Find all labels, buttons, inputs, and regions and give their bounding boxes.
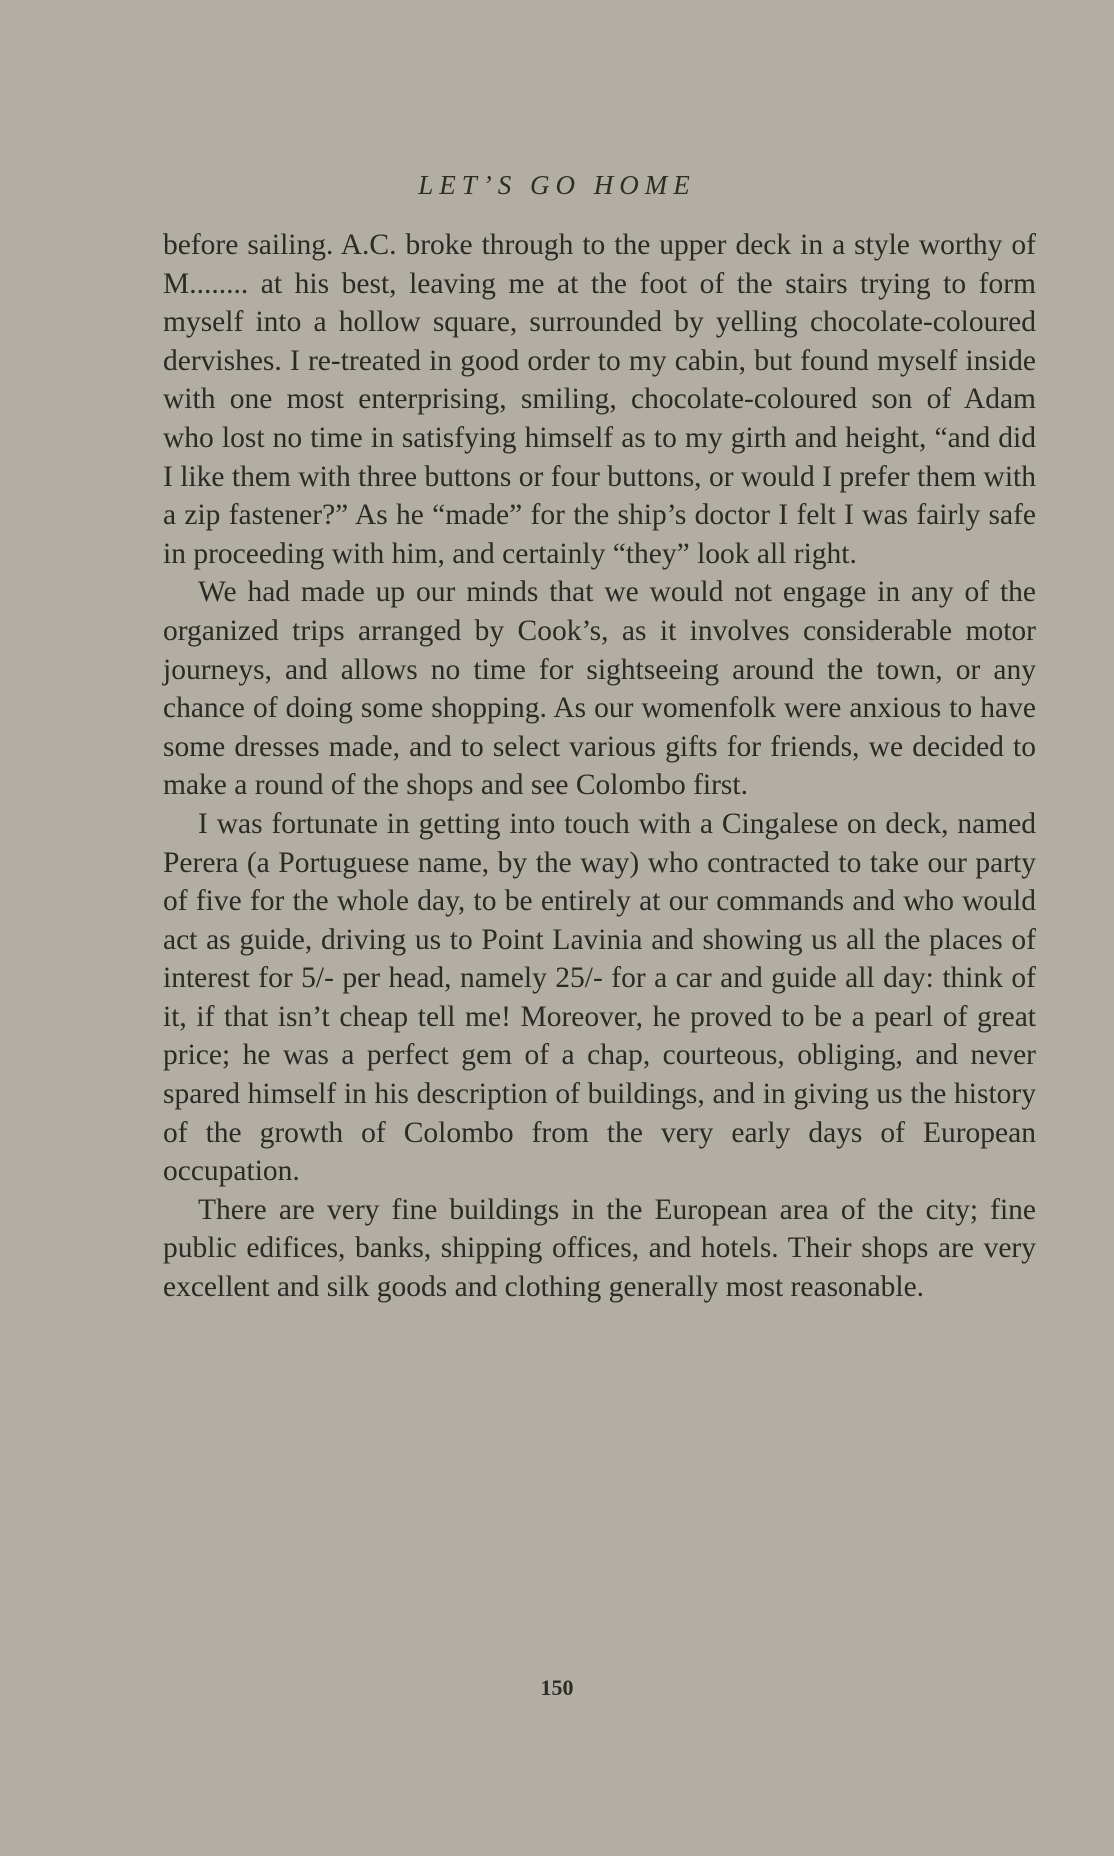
paragraph-european-area: There are very fine buildings in the European area of the city; fine public edifices, banks, shipping offices, and hotels. Their shops are very excellent and silk goods and clothing generally most reasonable. bbox=[163, 1193, 1036, 1304]
paragraph-continued: before sailing. A.C. broke through to the upper deck in a style worthy of M........ at his best, leaving me at the foot of the stairs trying to form myself into a hollow square, surrounded by yelling chocolate-coloured dervishes. I re-treated in good order to my cabin, but found myself inside with one most enterprising, smiling, chocolate-coloured son of Adam who lost no time in satisfying himself as to my girth and height, “and did I like them with three buttons or four buttons, or would I prefer them with a zip fastener?” As he “made” for the ship’s doctor I felt I was fairly safe in proceeding with him, and certainly “they” look all right. bbox=[163, 229, 1036, 570]
paragraph-organized-trips: We had made up our minds that we would not engage in any of the organized trips arranged by Cook’s, as it involves considerable motor journeys, and allows no time for sightseeing around the town, or any chance of doing some shopping. As our womenfolk were anxious to have some dresses made, and to select various gifts for friends, we decided to make a round of the shops and see Colombo first. bbox=[163, 576, 1036, 802]
body-text bbox=[163, 226, 1036, 1307]
page-number: 150 bbox=[540, 1675, 574, 1700]
paragraph-perera-guide: I was fortunate in getting into touch with a Cingalese on deck, named Perera (a Portuguese name, by the way) who contracted to take our party of five for the whole day, to be entirely at our commands and who would act as guide, driving us to Point Lavinia and showing us all the places of interest for 5/- per head, namely 25/- for a car and guide all day: think of it, if that isn’t cheap tell me! Moreover, he proved to be a pearl of great price; he was a perfect gem of a chap, courteous, obliging, and never spared himself in his description of buildings, and in giving us the history of the growth of Colombo from the very early days of European occupation. bbox=[163, 807, 1036, 1188]
running-head: LET’S GO HOME bbox=[418, 170, 696, 200]
